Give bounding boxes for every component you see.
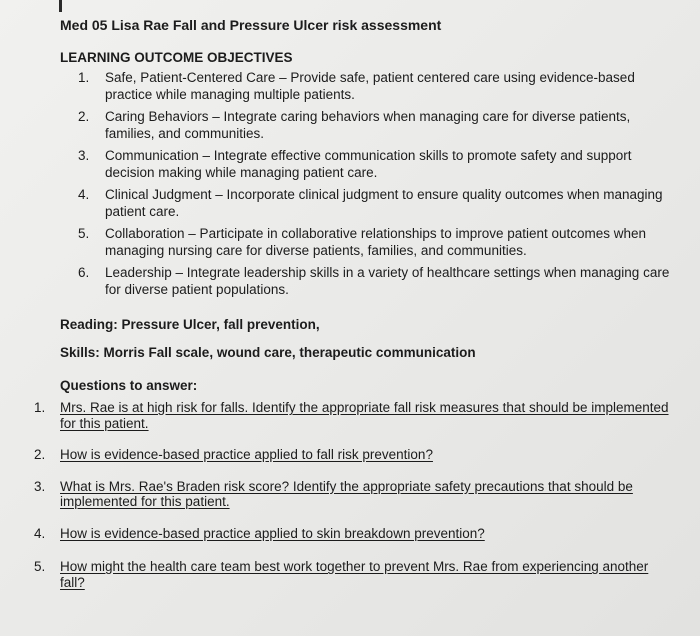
question-item (34, 400, 674, 431)
question-text: How might the health care team best work together to prevent Mrs. Rae from experiencing another fall? (60, 559, 649, 590)
question-number: 5. (34, 559, 46, 574)
objective-item (78, 109, 678, 142)
question-item (34, 559, 674, 590)
objective-item (78, 70, 678, 103)
question-item (34, 479, 674, 510)
questions-list (34, 400, 674, 590)
page-edge-mark (59, 0, 62, 12)
question-item (34, 447, 674, 463)
objective-item (78, 265, 678, 298)
objective-item (78, 226, 678, 259)
question-number: 1. (34, 400, 46, 415)
skills-line: Skills: Morris Fall scale, wound care, therapeutic communication (60, 345, 476, 360)
question-text: Mrs. Rae is at high risk for falls. Identify the appropriate fall risk measures that should be implemented for this patient. (60, 400, 669, 431)
objective-number: 3. (78, 148, 90, 163)
question-number: 2. (34, 447, 46, 462)
question-text: What is Mrs. Rae's Braden risk score? Identify the appropriate safety precautions that should be implemented for this patient. (60, 478, 633, 509)
objective-text: Clinical Judgment – Incorporate clinical judgment to ensure quality outcomes when managing patient care. (105, 187, 663, 219)
objective-number: 6. (78, 265, 90, 280)
question-number: 4. (34, 525, 46, 541)
objectives-heading: LEARNING OUTCOME OBJECTIVES (60, 50, 293, 65)
objective-number: 1. (78, 70, 90, 85)
question-text: How is evidence-based practice applied to fall risk prevention? (60, 447, 433, 462)
objective-item (78, 187, 678, 220)
objective-text: Communication – Integrate effective communication skills to promote safety and support decision making while managing patient care. (105, 148, 632, 180)
objective-text: Safe, Patient-Centered Care – Provide safe, patient centered care using evidence-based practice while managing multiple patients. (105, 70, 635, 102)
objective-item (78, 148, 678, 181)
question-number: 3. (34, 478, 46, 494)
question-text: How is evidence-based practice applied to skin breakdown prevention? (60, 525, 485, 541)
questions-heading: Questions to answer: (60, 378, 198, 393)
objective-number: 4. (78, 187, 90, 202)
objectives-list (78, 70, 678, 304)
objective-text: Collaboration – Participate in collaborative relationships to improve patient outcomes when managing nursing care for diverse patients, families, and communities. (105, 226, 647, 258)
objective-number: 2. (78, 109, 90, 124)
document-title: Med 05 Lisa Rae Fall and Pressure Ulcer risk assessment (60, 17, 442, 33)
objective-number: 5. (78, 226, 90, 241)
objective-text: Leadership – Integrate leadership skills in a variety of healthcare settings when managing care for diverse patient populations. (105, 265, 670, 297)
question-item (34, 526, 674, 542)
objective-text: Caring Behaviors – Integrate caring behaviors when managing care for diverse patients, families, and communities. (105, 109, 631, 141)
reading-line: Reading: Pressure Ulcer, fall prevention, (60, 317, 320, 332)
